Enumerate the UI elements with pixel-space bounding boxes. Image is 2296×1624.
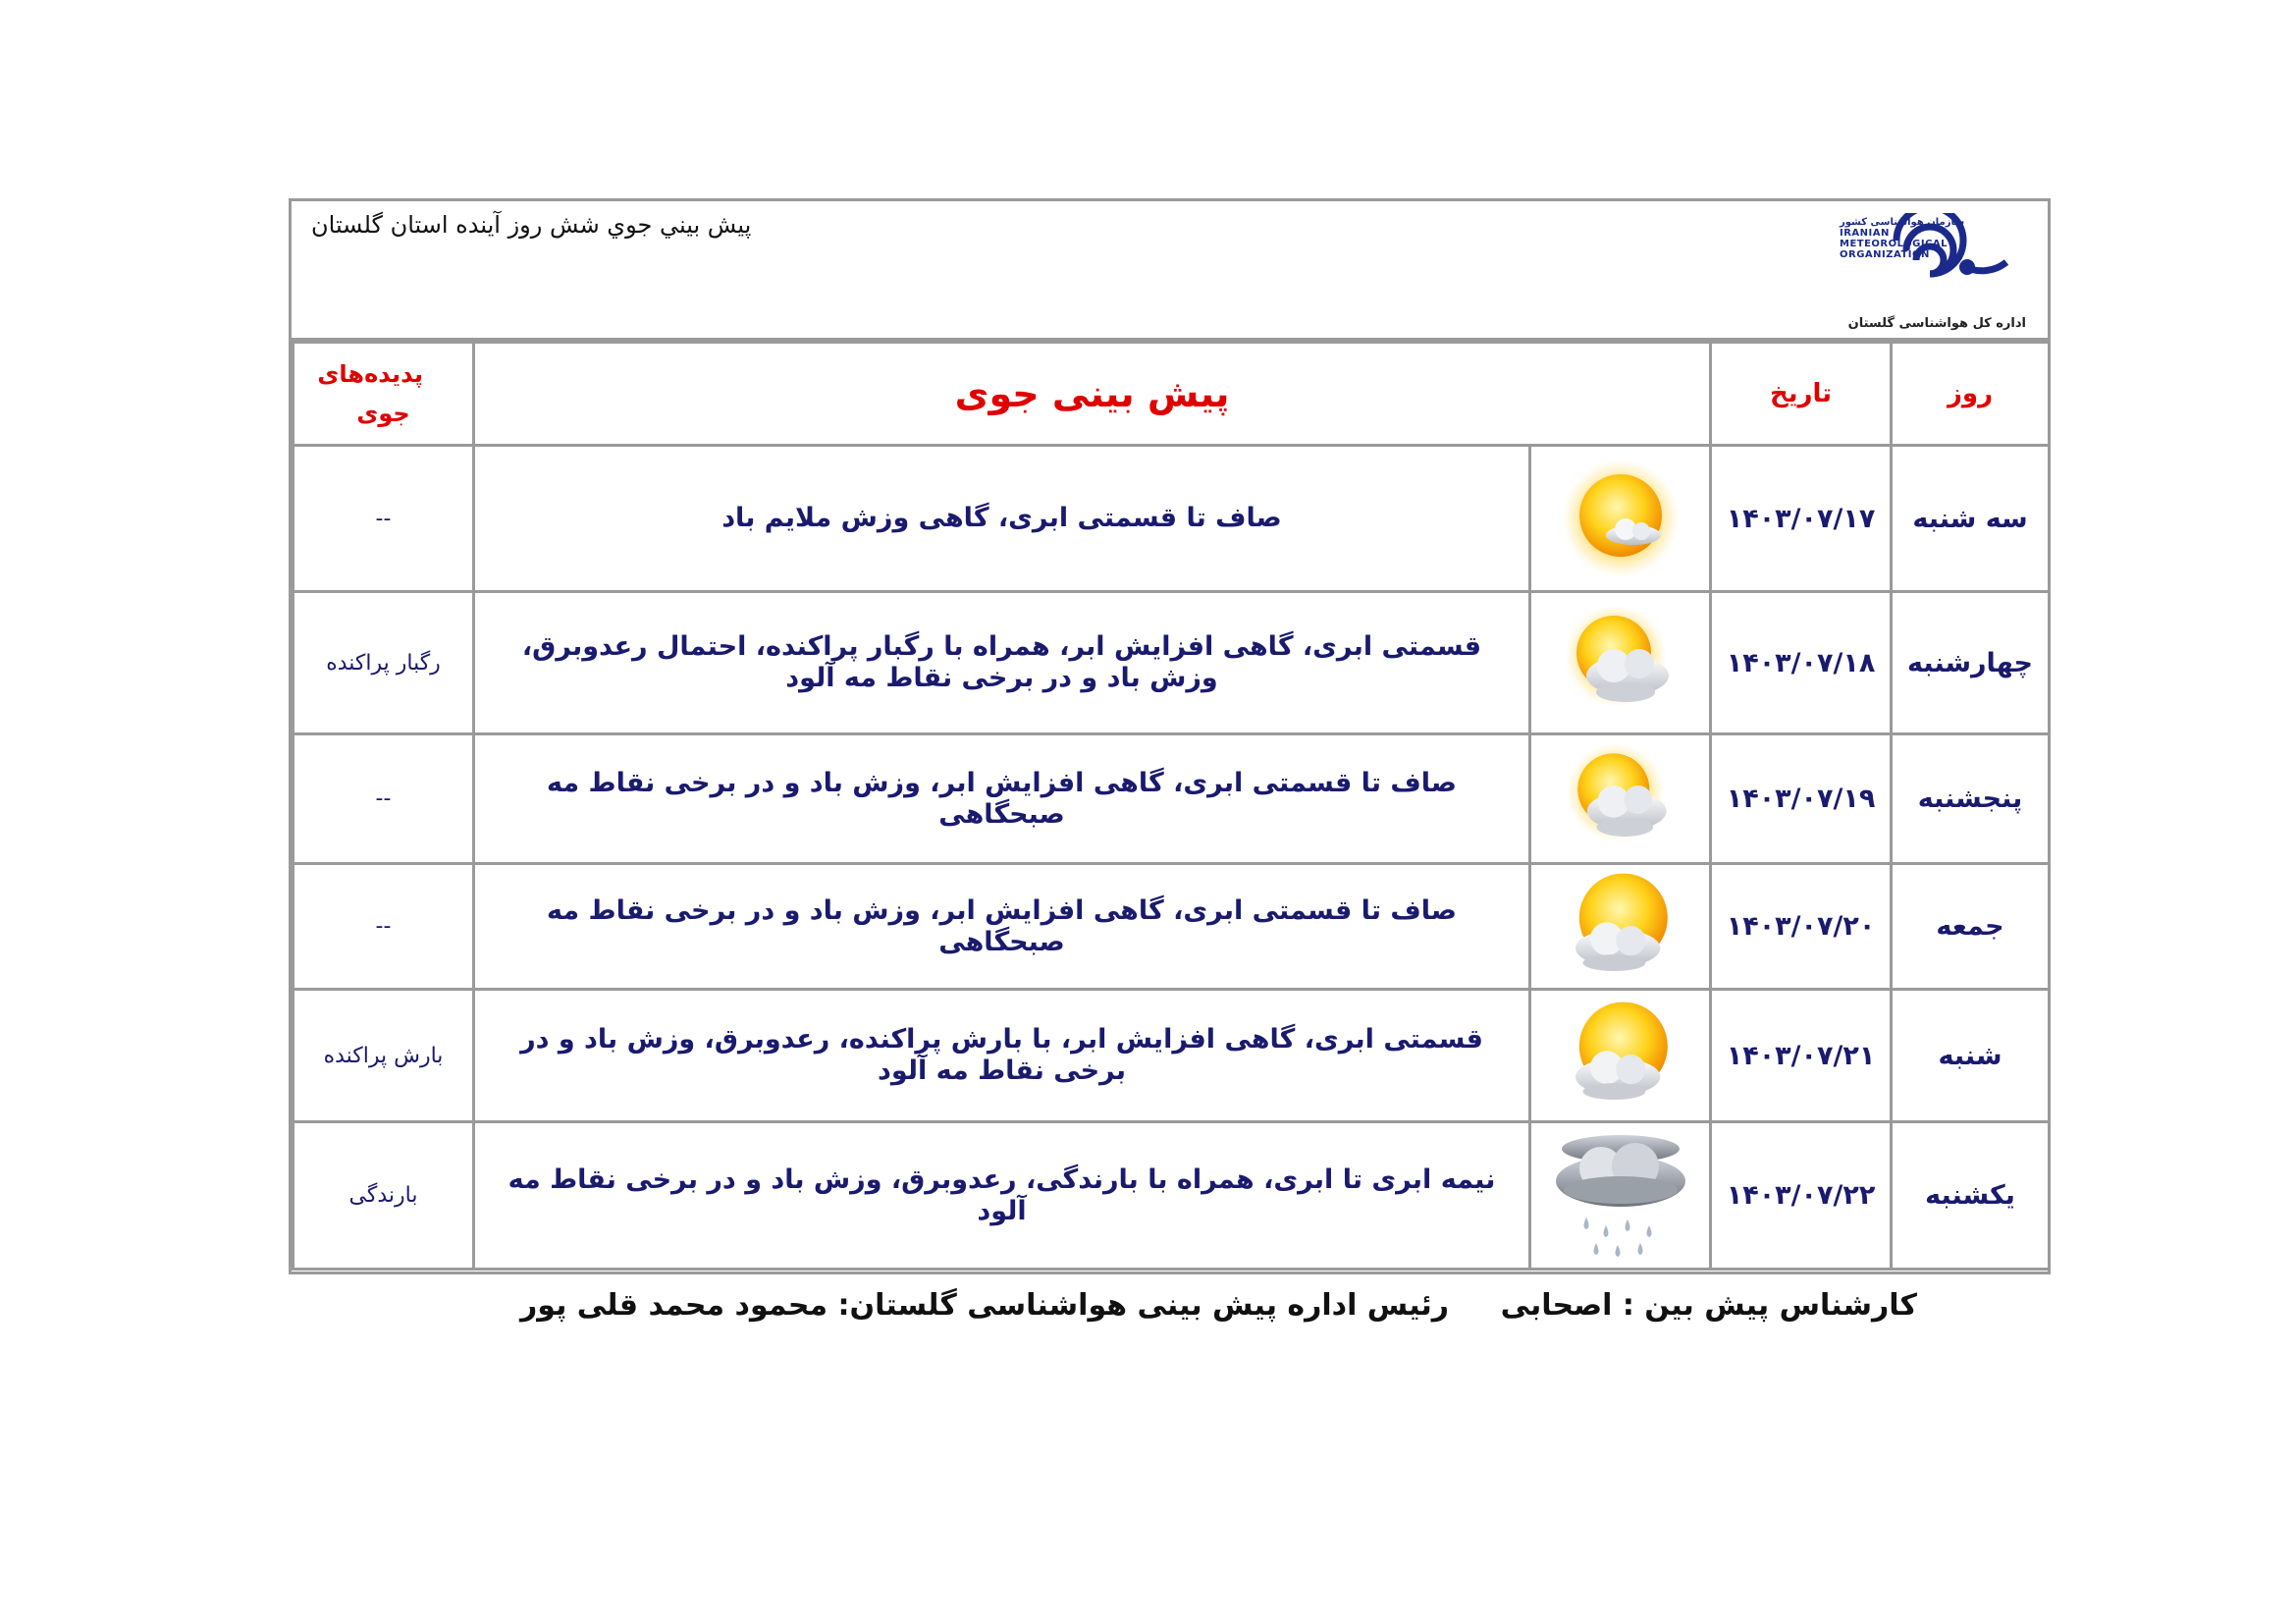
header-date: تاریخ — [1711, 343, 1892, 446]
forecaster-signature: کارشناس پیش بین : اصحابی — [1500, 1288, 1917, 1323]
weather-icon-cell — [1530, 446, 1711, 592]
logo-line: IRANIAN — [1840, 228, 1890, 239]
table-row — [294, 864, 2050, 990]
header-forecast: پیش بینی جوی — [474, 343, 1711, 446]
phenomena-cell: -- — [294, 446, 474, 592]
table-row — [294, 734, 2050, 864]
phenomena-cell: بارش پراکنده — [294, 990, 474, 1122]
weather-icon-cell — [1530, 734, 1711, 864]
day-cell: جمعه — [1892, 864, 2050, 990]
sun-cloud-icon — [1561, 867, 1681, 987]
table-header-row — [294, 343, 2050, 446]
phenomena-cell: رگبار پراکنده — [294, 592, 474, 734]
day-cell: یکشنبه — [1892, 1122, 2050, 1270]
table-row — [294, 446, 2050, 592]
forecast-cell: صاف تا قسمتی ابری، گاهی وزش ملایم باد — [474, 446, 1530, 592]
header-phenomena: پدیده‌های جوی — [294, 343, 474, 446]
meteorological-organization-logo — [1820, 213, 2026, 331]
forecast-cell: نیمه ابری تا ابری، همراه با بارندگی، رعدوبرق، وزش باد و در برخی نقاط مه آلود — [474, 1122, 1530, 1270]
weather-icon-cell — [1530, 592, 1711, 734]
sun-cloudy-icon — [1559, 737, 1682, 860]
date-cell: ۱۴۰۳/۰۷/۲۲ — [1711, 1122, 1892, 1270]
weather-icon-cell — [1530, 1122, 1711, 1270]
phenomena-cell: -- — [294, 864, 474, 990]
sun-cloud-icon — [1561, 996, 1681, 1115]
table-row — [294, 592, 2050, 734]
document-title: پيش بيني جوي شش روز آينده استان گلستان — [311, 211, 752, 239]
logo-spiral-icon — [1820, 213, 2026, 311]
date-cell: ۱۴۰۳/۰۷/۲۰ — [1711, 864, 1892, 990]
rain-cloud-icon — [1547, 1127, 1694, 1265]
logo-line: سازمان هواشناسی کشور — [1840, 217, 1965, 228]
weather-icon-cell — [1530, 864, 1711, 990]
logo-line: ORGANIZATION — [1840, 249, 1930, 260]
forecast-table — [292, 341, 2051, 1271]
sun-partly-cloudy-icon — [1557, 455, 1684, 582]
forecast-cell: قسمتی ابری، گاهی افزایش ابر، همراه با رگبار پراکنده، احتمال رعدوبرق، وزش باد و در برخی نقاط مه آلود — [474, 592, 1530, 734]
forecast-cell: صاف تا قسمتی ابری، گاهی افزایش ابر، وزش باد و در برخی نقاط مه صبحگاهی — [474, 734, 1530, 864]
table-row — [294, 1122, 2050, 1270]
forecast-cell: قسمتی ابری، گاهی افزایش ابر، با بارش پراکنده، رعدوبرق، وزش باد و در برخی نقاط مه آلود — [474, 990, 1530, 1122]
header-day: روز — [1892, 343, 2050, 446]
sun-cloudy-icon — [1557, 599, 1684, 727]
phenomena-cell: -- — [294, 734, 474, 864]
forecast-sheet — [289, 198, 2051, 1274]
document-header — [292, 201, 2048, 341]
logo-caption: اداره کل هواشناسی گلستان — [1847, 316, 2026, 331]
date-cell: ۱۴۰۳/۰۷/۱۹ — [1711, 734, 1892, 864]
phenomena-cell: بارندگی — [294, 1122, 474, 1270]
head-of-office-signature: رئیس اداره پیش بینی هواشناسی گلستان: محمود محمد قلی پور — [520, 1288, 1449, 1323]
day-cell: چهارشنبه — [1892, 592, 2050, 734]
logo-line: METEOROLOGICAL — [1840, 239, 1949, 249]
weather-icon-cell — [1530, 990, 1711, 1122]
date-cell: ۱۴۰۳/۰۷/۱۸ — [1711, 592, 1892, 734]
day-cell: شنبه — [1892, 990, 2050, 1122]
forecast-cell: صاف تا قسمتی ابری، گاهی افزایش ابر، وزش باد و در برخی نقاط مه صبحگاهی — [474, 864, 1530, 990]
date-cell: ۱۴۰۳/۰۷/۱۷ — [1711, 446, 1892, 592]
day-cell: پنجشنبه — [1892, 734, 2050, 864]
date-cell: ۱۴۰۳/۰۷/۲۱ — [1711, 990, 1892, 1122]
day-cell: سه شنبه — [1892, 446, 2050, 592]
table-row — [294, 990, 2050, 1122]
